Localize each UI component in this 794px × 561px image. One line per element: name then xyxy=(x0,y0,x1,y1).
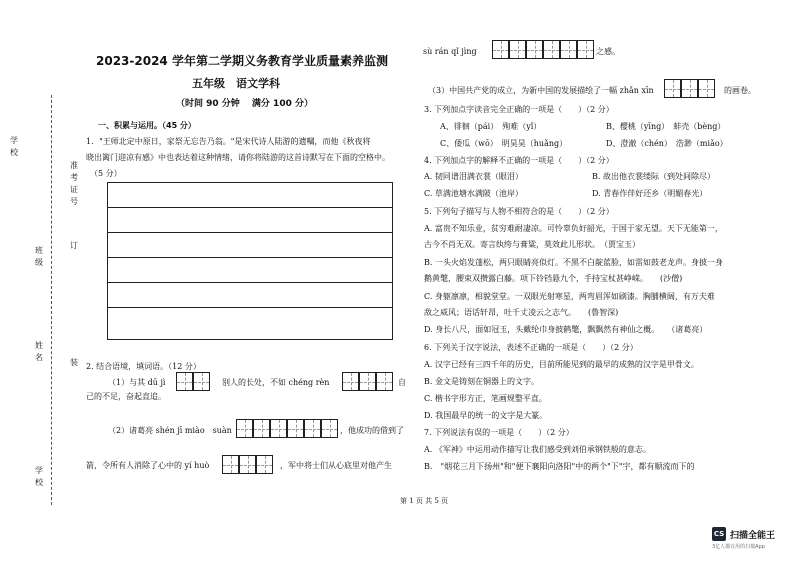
ding-mark: 订 xyxy=(70,241,78,250)
q6-heading: 6. 下列关于汉字说法，表述不正确的一项是（ ）（2 分） xyxy=(424,343,638,352)
exam-meta: （时间 90 分钟 满分 100 分） xyxy=(176,99,313,109)
r2-text: （3）中国共产党的成立，为新中国的发展描绘了一幅 zhǎn xīn xyxy=(428,86,654,95)
page-number: 第 1 页 共 5 页 xyxy=(400,497,449,505)
answer-boxes-duji[interactable] xyxy=(176,372,210,391)
q5-option-a-2: 古今不肖无双。寄言纨绔与膏粱，莫效此儿形状。 （贾宝玉） xyxy=(424,240,640,249)
poem-writing-lines[interactable] xyxy=(107,182,393,340)
q2-1-pinyin-a: （1）与其 dū jì xyxy=(108,378,166,387)
q2-heading: 2. 结合语境，填词语。（12 分） xyxy=(86,362,201,371)
q2-1-text-d: 己的不足，奋起直追。 xyxy=(86,392,166,401)
q7-option-a[interactable]: A. 《军神》中运用动作描写让我们感受到刘伯承钢铁般的意志。 xyxy=(424,445,651,454)
q6-option-c[interactable]: C. 楷书字形方正，笔画规整平直。 xyxy=(424,394,547,403)
answer-boxes-yihuo[interactable] xyxy=(222,455,273,474)
q5-option-b-2: 鹅黄氅，腰束双攒露白藤。项下铃铛悬九个，手持宝杖甚峥嵘。 (沙僧) xyxy=(424,274,683,283)
exam-subtitle: 五年级 语文学科 xyxy=(192,77,280,90)
answer-boxes-chengren[interactable] xyxy=(342,372,393,391)
q7-option-b[interactable]: B. "烟花三月下扬州"和"便下襄阳向洛阳"中的两个"下"字，都有顺流而下的 xyxy=(424,462,695,471)
q5-option-a-1[interactable]: A. 富贵不知乐业，贫穷难耐凄凉。可怜辜负好韶光，于国于家无望。天下无能第一， xyxy=(424,224,723,233)
binding-line xyxy=(51,95,53,505)
q2-1-pinyin-b: 别人的长处，不如 chéng rèn xyxy=(222,378,330,387)
q1-text-1: 1．"王师北定中原日，家祭无忘告乃翁。"是宋代诗人陆游的遗嘱，而他《秋夜将 xyxy=(86,137,371,146)
q3-option-b[interactable]: B、樱桃（yīng） 蚌壳（bèng） xyxy=(606,122,726,131)
school-label: 学校 xyxy=(10,136,18,157)
q3-option-d[interactable]: D、澄澈（chén） 浩渺（miǎo） xyxy=(606,139,728,148)
exam-title: 2023-2024 学年第二学期义务教育学业质量素养监测 xyxy=(96,54,388,68)
q2-2-text-c: 箭，令所有人消除了心中的 yí huò xyxy=(86,461,210,470)
zhuang-mark: 装 xyxy=(70,358,78,367)
q3-heading: 3. 下列加点字读音完全正确的一项是（ ）（2 分） xyxy=(424,105,614,114)
name-label: 姓名 xyxy=(35,341,43,362)
school-label-lower: 学校 xyxy=(35,466,43,487)
q6-option-a[interactable]: A. 汉字已经有三四千年的历史，目前所能见到的最早的成熟的汉字是甲骨文。 xyxy=(424,360,699,369)
q5-option-c-1[interactable]: C. 身躯凛凛，相貌堂堂。一双眼光射寒星，两弯眉浑如刷漆。胸脯横阔，有万夫难 xyxy=(424,292,715,301)
binding-margin xyxy=(10,95,90,515)
q1-score: （5 分） xyxy=(90,169,122,178)
q3-option-a[interactable]: A、徘徊（pái） 殉难（yǐ） xyxy=(440,122,542,131)
answer-boxes-zhanxin[interactable] xyxy=(664,79,715,98)
q2-2-pinyin-a: （2）诸葛亮 shén jī miào suàn xyxy=(108,426,232,435)
q5-heading: 5. 下列句子描写与人物不相符合的是（ ）（2 分） xyxy=(424,207,614,216)
q5-option-c-2: 敌之威风；语话轩昂，吐千丈凌云之志气。 (鲁智深) xyxy=(424,308,619,317)
r1-tail: 之感。 xyxy=(596,47,620,56)
r1-pinyin: sù rán qǐ jìng xyxy=(423,47,477,56)
q2-2-text-b: ，他成功的借到了 xyxy=(340,426,404,435)
q6-option-b[interactable]: B. 金文是铸刻在铜器上的文字。 xyxy=(424,377,539,386)
class-label: 班级 xyxy=(35,246,43,267)
q1-text-2: 晓出篱门迎凉有感》中也表达着这种情绪，请你将陆游的这首诗默写在下面的空格中。 xyxy=(86,153,390,162)
q7-heading: 7. 下列说法有误的一项是（ ）（2 分） xyxy=(424,428,574,437)
section-1-heading: 一、积累与运用。（45 分） xyxy=(98,121,196,130)
q6-option-d[interactable]: D. 我国最早的统一的文字是大篆。 xyxy=(424,411,548,420)
q4-heading: 4. 下列加点字的解释不正确的一项是（ ）（2 分） xyxy=(424,156,614,165)
q3-option-c[interactable]: C、倭瓜（wō） 明昊昊（huǎng） xyxy=(440,139,568,148)
q2-2-text-d: ，军中将士们从心底里对他产生 xyxy=(280,461,392,470)
r2-tail: 的画卷。 xyxy=(724,86,756,95)
scanner-logo-icon: CS xyxy=(712,527,726,541)
q4-option-c[interactable]: C. 草满池塘水满陂（池岸） xyxy=(424,189,523,198)
q5-option-d[interactable]: D. 身长八尺，面如冠玉，头戴纶巾身披鹤氅，飘飘然有神仙之概。 （诸葛亮） xyxy=(424,325,708,334)
q2-1-text-c: 自 xyxy=(398,378,406,387)
answer-boxes-shenjimiaosuan[interactable] xyxy=(236,419,338,438)
q4-option-d[interactable]: D. 青春作伴好还乡（明媚春光） xyxy=(592,189,708,198)
scanner-tagline: 3亿人都在用的扫描App xyxy=(712,544,765,550)
q4-option-a[interactable]: A. 韧同谱泪满衣裳（眼泪） xyxy=(424,172,523,181)
answer-boxes-suranqijing[interactable] xyxy=(492,40,594,59)
q5-option-b-1[interactable]: B. 一头火焰发蓬松，两只眼睛亮似灯。不黑不白靛蓝脸，如雷如鼓老龙声。身披一身 xyxy=(424,258,723,267)
scanner-watermark xyxy=(712,527,775,550)
exam-no-label: 准考证号 xyxy=(70,161,78,206)
q4-option-b[interactable]: B. 故出他衣裳缕际（到处间除尽） xyxy=(592,172,715,181)
scanner-brand: 扫描全能王 xyxy=(730,530,776,541)
